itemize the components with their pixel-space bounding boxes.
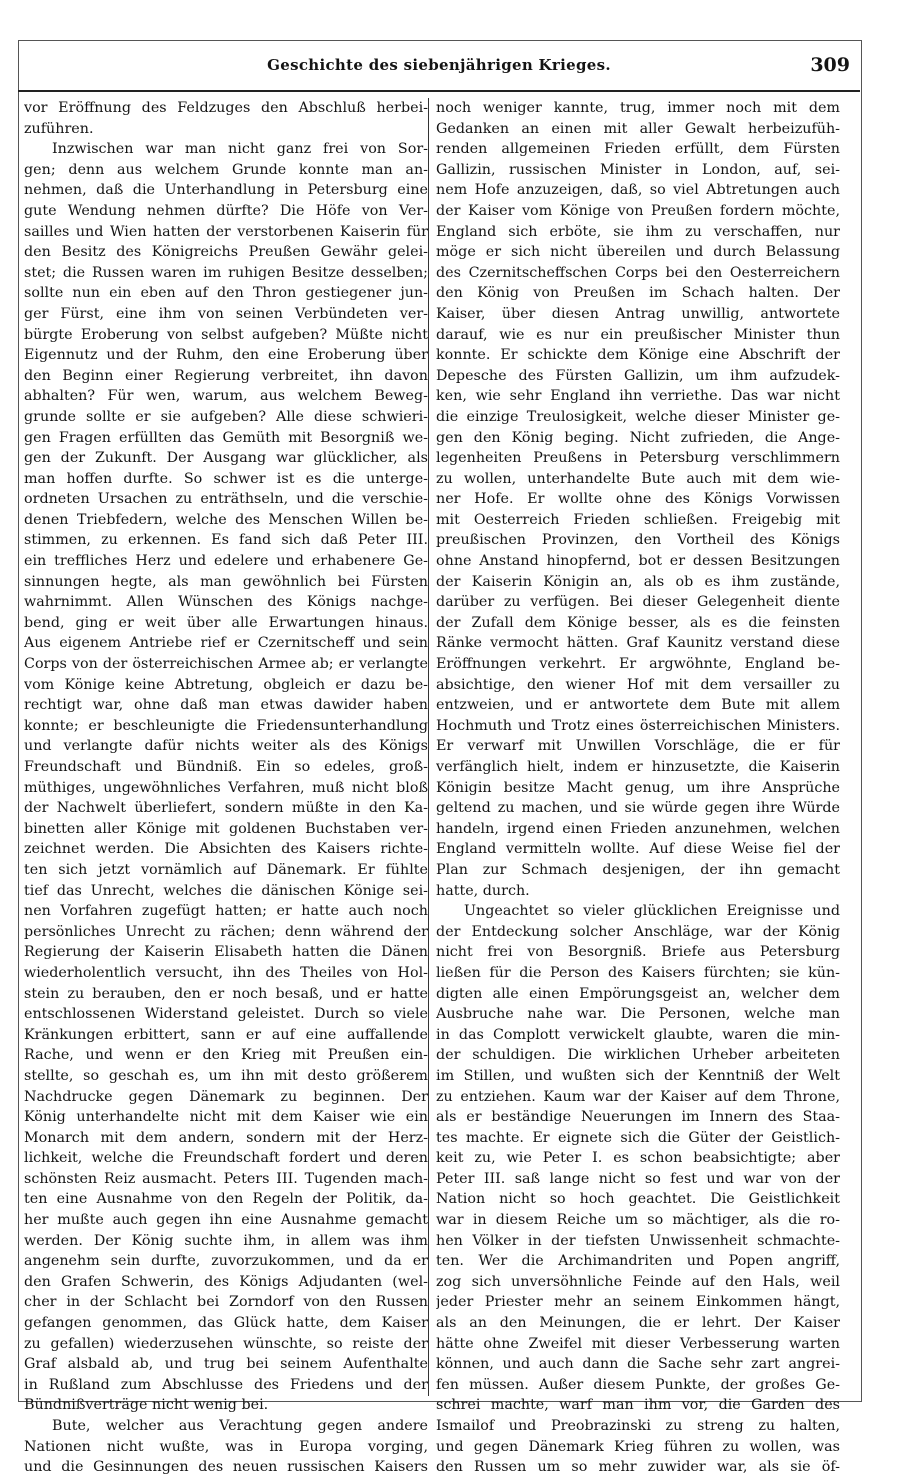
text-line: den Russen um so mehr zuwider war, als sie öf- [436,1459,840,1476]
text-line: vor Eröffnung des Feldzuges den Abschluß herbei- [24,100,428,116]
text-line: als er beständige Neuerungen im Innern des Staa- [436,1109,840,1126]
text-line: rechtigt war, ohne daß man etwas dawider haben [24,697,428,714]
text-line: Rache, und wenn er den Krieg mit Preußen ein- [24,1047,428,1064]
text-line: Kränkungen erbittert, sann er auf eine auffallende [24,1026,428,1043]
text-line: sollte nun ein eben auf den Thron gestiegener jun- [24,285,428,302]
text-line: Nation nicht so hoch geachtet. Die Geistlichkeit [436,1191,840,1208]
text-line: der Zufall dem Könige besser, als es die feinsten [436,614,840,631]
text-line: sinnungen hegte, als man gewöhnlich bei Fürsten [24,573,428,590]
text-line: den Beginn einer Regierung verbreitet, ihn davon [24,367,428,384]
text-line: zeichnet werden. Die Absichten des Kaisers richte- [24,841,428,858]
text-line: nicht frei von Besorgniß. Briefe aus Petersburg [436,944,840,961]
text-line: England sich erböte, sie ihm zu verschaffen, nur [436,223,840,240]
text-line: ner Hofe. Er wollte ohne des Königs Vorwissen [436,491,840,508]
text-line: verfänglich hielt, indem er hinzusetzte, die Kaiserin [436,759,840,775]
text-line: den Besitz des Königreichs Preußen Gewähr gelei- [24,244,428,261]
text-line: handeln, irgend einen Frieden anzunehmen, welchen [436,820,840,837]
text-line: ein treffliches Herz und edelere und erhabenere Ge- [24,553,428,570]
text-line: ließen für die Person des Kaisers fürchten; sie kün- [436,964,840,981]
text-line: und die Gesinnungen des neuen russischen Kaisers [24,1459,428,1476]
header-rule [18,90,860,92]
text-line: Freundschaft und Bündniß. Ein so edeles, groß- [24,759,428,775]
text-line: in Rußland zum Abschlusse des Friedens und der [24,1376,428,1393]
text-line: Eigennutz und der Ruhm, den eine Eroberung über [24,347,428,364]
text-line: Depesche des Fürsten Gallizin, um ihm aufzudek- [436,367,840,384]
text-line: fen müssen. Außer diesem Punkte, der großes Ge- [436,1376,840,1393]
text-line: als an den Meinungen, die er lehrt. Der Kaiser [436,1315,840,1332]
text-line: Plan zur Schmach desjenigen, der ihn gemacht [436,861,840,878]
text-line: denen Triebfedern, welche des Menschen Willen be- [24,511,428,528]
text-line: Ausbruche nahe war. Die Personen, welche man [436,1006,840,1023]
text-line: Monarch mit dem andern, sondern mit der Herz- [24,1129,428,1146]
text-line: England vermitteln wollte. Auf diese Weise fiel der [436,841,840,858]
right-column [436,98,840,1478]
text-line: stimmen, zu erkennen. Es fand sich daß Peter III. [24,532,428,549]
text-line: den König von Preußen im Schach halten. Der [436,285,840,302]
text-line: möge er sich nicht übereilen und durch Belassung [436,244,840,261]
text-line: Ismailof und Preobrazinski zu streng zu halten, [436,1418,840,1434]
text-line: nen Vorfahren zugefügt hatten; er hatte auch noch [24,903,428,920]
column-divider [428,98,429,1396]
text-line: her mußte auch gegen ihn eine Ausnahme gemacht [24,1212,428,1229]
text-line: nem Hofe anzuzeigen, daß, so viel Abtretungen auch [436,182,840,199]
text-line: war in diesem Reiche um so mächtiger, als die ro- [436,1212,840,1229]
text-line: konnte. Er schickte dem Könige eine Abschrift der [436,347,840,364]
text-line: renden allgemeinen Frieden erfüllt, dem Fürsten [436,141,840,158]
text-line: wahrnimmt. Allen Wünschen des Königs nachge- [24,594,428,611]
text-line: gute Wendung nehmen dürfte? Die Höfe von Ver- [24,202,428,219]
text-line: hen Völker in der tiefsten Unwissenheit schmachte- [436,1232,840,1249]
text-line: absichtige, den wiener Hof mit dem versailler zu [436,676,840,693]
text-line: Gallizin, russischen Minister in London, auf, sei- [436,161,840,178]
text-line: der Kaiser vom Könige von Preußen fordern möchte, [436,202,840,219]
text-line: stellte, so geschah es, um ihn mit desto größerem [24,1067,428,1084]
text-line: ken, wie sehr England ihn verriethe. Das war nicht [436,388,840,405]
text-line: und gegen Dänemark Krieg führen zu wollen, was [436,1438,840,1455]
text-line: bend, ging er weit über alle Erwartungen hinaus. [24,614,428,631]
text-line: keit zu, wie Peter I. es schon beabsichtigte; aber [436,1150,840,1167]
text-line: Ungeachtet so vieler glücklichen Ereignisse und [464,903,840,920]
text-line: Aus eigenem Antriebe rief er Czernitscheff und sein [24,635,428,652]
text-line: persönliches Unrecht zu rächen; denn während der [24,923,428,940]
text-line: abhalten? Für wen, warum, aus welchem Beweg- [24,388,428,405]
text-line: Graf alsbald ab, und trug bei seinem Aufenthalte [24,1356,428,1373]
text-line: gen der Zukunft. Der Ausgang war glücklicher, als [24,450,428,467]
text-line: in das Complott verwickelt glaubte, waren die min- [436,1026,840,1043]
text-line: Er verwarf mit Unwillen Vorschläge, die er für [436,738,840,755]
text-line: Bute, welcher aus Verachtung gegen andere [52,1418,428,1434]
text-line: lichkeit, welche die Freundschaft fordert und deren [24,1150,428,1167]
text-line: zu gefallen) wiederzusehen wünschte, so reiste der [24,1335,428,1352]
text-line: bürgte Eroberung von selbst aufgeben? Müßte nicht [24,326,428,343]
text-line: digten alle einen Empörungsgeist an, welcher dem [436,985,840,1002]
text-line: müthiges, ungewöhnliches Verfahren, muß nicht bloß [24,779,428,796]
text-line: ohne Anstand hinopfernd, bot er dessen Besitzungen [436,553,840,570]
text-line: gen; denn aus welchem Grunde konnte man an- [24,161,428,178]
text-line: mit Oesterreich Frieden schließen. Freigebig mit [436,511,840,528]
text-line: zu entziehen. Kaum war der Kaiser auf dem Throne, [436,1088,840,1105]
text-line: hatte, durch. [436,882,530,899]
left-column [24,98,428,1478]
text-line: jeder Priester mehr an seinem Einkommen hängt, [436,1294,840,1311]
text-line: angenehm sein durfte, zuvorzukommen, und da er [24,1253,428,1270]
text-line: der Nachwelt überliefert, sondern müßte in den Ka- [24,800,428,817]
text-line: zu wollen, unterhandelte Bute auch mit dem wie- [436,470,840,487]
text-line: Inzwischen war man nicht ganz frei von Sor- [52,141,428,158]
text-line: der Kaiserin Königin an, als ob es ihm zustände, [436,573,840,590]
text-line: entschlossenen Widerstand geleistet. Durch so viele [24,1006,428,1023]
text-line: werden. Der König suchte ihm, in allem was ihm [24,1232,428,1249]
text-line: gen Fragen erfüllten das Gemüth mit Besorgniß we- [24,429,428,446]
text-line: Hochmuth und Trotz eines österreichischen Ministers. [436,717,840,734]
text-line: schrei machte, warf man ihm vor, die Garden des [436,1397,840,1414]
text-line: sailles und Wien hatten der verstorbenen Kaiserin für [24,223,428,240]
text-line: tes machte. Er eignete sich die Güter der Geistlich- [436,1129,840,1146]
text-line: den Grafen Schwerin, des Königs Adjudanten (wel- [24,1273,428,1290]
text-line: tief das Unrecht, welches die dänischen Könige sei- [24,882,428,899]
text-line: stein zu berauben, den er noch besaß, und er hatte [24,985,428,1002]
text-line: hätte ohne Zweifel mit dieser Verbesserung warten [436,1335,840,1352]
running-title: Geschichte des siebenjährigen Krieges. [267,56,611,74]
text-line: der schuldigen. Die wirklichen Urheber arbeiteten [436,1047,840,1064]
text-line: Königin besitze Macht genug, um ihre Ansprüche [436,779,840,796]
text-line: schönsten Reiz ausmacht. Peters III. Tugenden mach- [24,1170,428,1187]
text-line: können, und auch dann die Sache sehr zart angrei- [436,1356,840,1373]
page-number: 309 [810,54,850,76]
text-line: legenheiten Preußens in Petersburg verschlimmern [436,450,840,467]
text-line: zog sich unversöhnliche Feinde auf den Hals, weil [436,1273,840,1290]
text-line: stet; die Russen waren im ruhigen Besitze desselben; [24,264,428,281]
text-line: entzweien, und er antwortete dem Bute mit allem [436,697,840,714]
text-line: binetten aller Könige mit goldenen Buchstaben ver- [24,820,428,837]
text-line: im Stillen, und wußten sich der Kenntniß der Welt [436,1067,840,1084]
text-line: Nationen nicht wußte, was in Europa vorging, [24,1438,428,1455]
text-line: cher in der Schlacht bei Zorndorf von den Russen [24,1294,428,1311]
text-line: gefangen genommen, das Glück hatte, dem Kaiser [24,1315,428,1332]
running-header [18,48,860,88]
text-line: und verlangte dafür nichts weiter als des Königs [24,738,428,755]
text-line: Eröffnungen verkehrt. Er argwöhnte, England be- [436,656,840,673]
text-line: darüber zu verfügen. Bei dieser Gelegenheit diente [436,594,840,611]
text-line: Kaiser, über diesen Antrag unwillig, antwortete [436,305,840,322]
text-line: gen den König beging. Nicht zufrieden, die Ange- [436,429,840,446]
text-line: wiederholentlich versucht, ihn des Theiles von Hol- [24,964,428,981]
text-line: preußischen Provinzen, den Vortheil des Königs [436,532,840,549]
text-line: ten sich jetzt vornämlich auf Dänemark. Er fühlte [24,861,428,878]
text-line: ten. Wer die Archimandriten und Popen angriff, [436,1253,840,1270]
text-line: Ränke vermocht hätten. Graf Kaunitz verstand diese [436,635,840,652]
text-line: des Czernitscheffschen Corps bei den Oesterreichern [436,264,840,281]
text-line: man hoffen durfte. So schwer ist es die unterge- [24,470,428,487]
text-line: Corps von der österreichischen Armee ab; er verlangte [24,656,428,673]
text-line: Regierung der Kaiserin Elisabeth hatten die Dänen [24,944,428,961]
text-line: Peter III. saß lange nicht so fest und war von der [436,1170,840,1187]
text-line: Bündnißverträge nicht wenig bei. [24,1397,269,1414]
text-line: Nachdrucke gegen Dänemark zu beginnen. Der [24,1088,428,1105]
text-line: noch weniger kannte, trug, immer noch mit dem [436,100,840,116]
text-line: nehmen, daß die Unterhandlung in Petersburg eine [24,182,428,199]
text-line: darauf, wie es nur ein preußischer Minister thun [436,326,840,343]
text-line: geltend zu machen, und sie würde gegen ihre Würde [436,800,840,817]
text-line: vom Könige keine Abtretung, obgleich er dazu be- [24,676,428,693]
text-line: ordneten Ursachen zu enträthseln, und die verschie- [24,491,428,508]
text-line: ger Fürst, eine ihm von seinen Verbündeten ver- [24,305,428,322]
text-line: König unterhandelte nicht mit dem Kaiser wie ein [24,1109,428,1126]
text-line: zuführen. [24,120,94,137]
text-line: ten eine Ausnahme von den Regeln der Politik, da- [24,1191,428,1208]
text-line: die einzige Treulosigkeit, welche dieser Minister ge- [436,408,840,425]
text-line: grunde sollte er sie aufgeben? Alle diese schwieri- [24,408,428,425]
text-line: Gedanken an einen mit aller Gewalt herbeizufüh- [436,120,840,137]
text-line: der Entdeckung solcher Anschläge, war der König [436,923,840,940]
text-line: konnte; er beschleunigte die Friedensunterhandlung [24,717,428,734]
